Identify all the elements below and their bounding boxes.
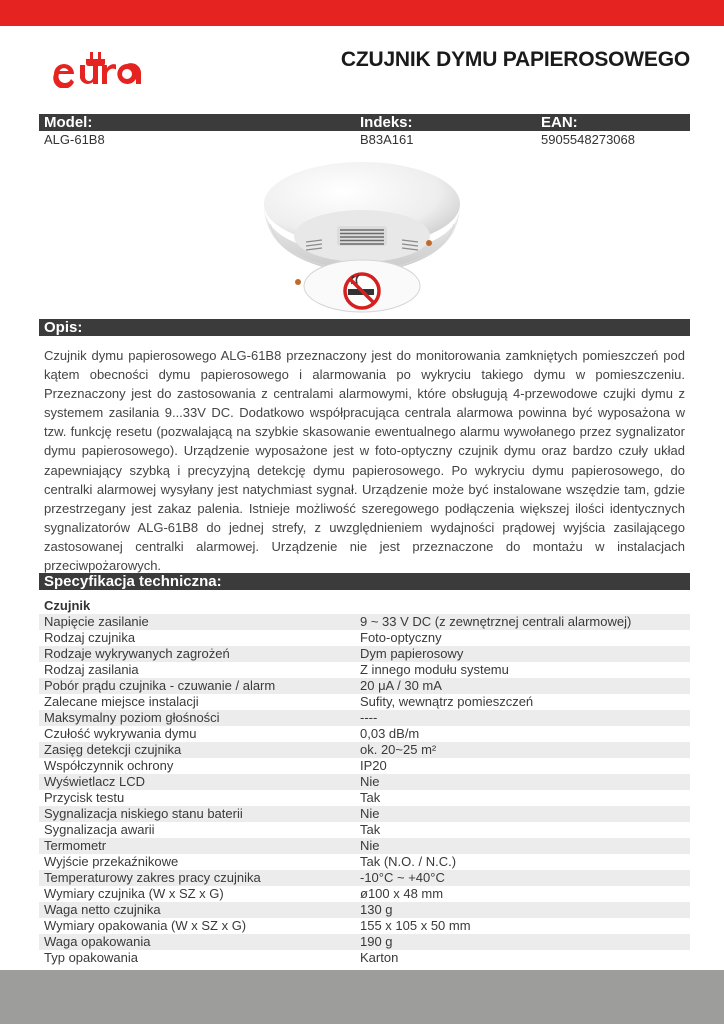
description-text: Czujnik dymu papierosowego ALG-61B8 przeznaczony jest do monitorowania zamkniętych pomieszczeń pod kątem obecności dymu papierosowego i alarmowania po wykryciu takiego dymu w pomieszczeniu. Przeznaczony jest do zastosowania z centralami alarmowymi, które obsługują 4-przewodowe czujki dymu z systemem zasilania 9...33V DC. Dodatkowo współpracująca centrala alarmowa powinna być wyposażona w tzw. funkcję resetu (pozwalającą na szybkie skasowanie ewentualnego alarmu wywołanego przez sygnalizator dymu papierosowego). Urządzenie wyposażone jest w foto-optyczny czujnik dymu oraz bardzo czuły układ zapewniający szybką i precyzyjną detekcję dymu papierosowego. Po wykryciu dymu papierosowego, do centralki alarmowej wysyłany jest natychmiast sygnał. Urządzenie może być instalowane wszędzie tam, gdzie przestrzegany jest zakaz palenia. Istnieje możliwość szeregowego podłączenia większej ilości identycznych sygnalizatorów ALG-61B8 do jednej strefy, z uwzględnieniem wydajności prądowej wyjścia zasilającego zastosowanej centralki alarmowej. Urządzenie nie jest przeznaczone do montażu w instalacjach przeciwpożarowych. <box>44 348 685 574</box>
spec-value: 190 g <box>360 934 393 949</box>
spec-label: Wyjście przekaźnikowe <box>44 854 179 869</box>
spec-value: ok. 20~25 m² <box>360 742 437 757</box>
spec-value: Tak (N.O. / N.C.) <box>360 854 457 869</box>
spec-value: Nie <box>360 838 380 853</box>
index-label: Indeks: <box>360 114 413 131</box>
spec-value: Foto-optyczny <box>360 630 442 645</box>
spec-row <box>39 902 690 918</box>
spec-label: Pobór prądu czujnika - czuwanie / alarm <box>44 678 276 693</box>
document-title: CZUJNIK DYMU PAPIEROSOWEGO <box>340 48 690 71</box>
spec-label: Wymiary czujnika (W x SZ x G) <box>44 886 224 901</box>
index-value: B83A161 <box>360 132 414 147</box>
spec-label: Zalecane miejsce instalacji <box>44 694 199 709</box>
bottom-footer-bar <box>0 970 724 1024</box>
spec-row <box>39 870 690 886</box>
spec-value: Sufity, wewnątrz pomieszczeń <box>360 694 534 709</box>
spec-label: Sygnalizacja niskiego stanu baterii <box>44 806 243 821</box>
spec-row <box>39 646 690 662</box>
spec-value: Tak <box>360 790 381 805</box>
model-label: Model: <box>44 114 93 131</box>
spec-value: Tak <box>360 822 381 837</box>
spec-row <box>39 678 690 694</box>
spec-label: Sygnalizacja awarii <box>44 822 155 837</box>
spec-row <box>39 950 690 966</box>
spec-row <box>39 934 690 950</box>
eura-logo <box>50 48 150 88</box>
spec-label: Typ opakowania <box>44 950 138 965</box>
spec-row <box>39 774 690 790</box>
spec-value: Dym papierosowy <box>360 646 464 661</box>
model-values-row <box>39 132 690 148</box>
smoke-detector-no-smoking-icon <box>262 154 462 314</box>
spec-row <box>39 790 690 806</box>
spec-value: ---- <box>360 710 378 725</box>
spec-value: Nie <box>360 806 380 821</box>
spec-value: Z innego modułu systemu <box>360 662 509 677</box>
model-header-bar <box>39 114 690 131</box>
spec-label: Temperaturowy zakres pracy czujnika <box>44 870 261 885</box>
spec-row <box>39 758 690 774</box>
description-header: Opis: <box>44 319 83 336</box>
spec-value: Nie <box>360 774 380 789</box>
model-value: ALG-61B8 <box>44 132 105 147</box>
spec-row <box>39 726 690 742</box>
spec-value: 155 x 105 x 50 mm <box>360 918 471 933</box>
spec-table <box>39 614 690 966</box>
ean-label: EAN: <box>541 114 578 131</box>
spec-label: Napięcie zasilanie <box>44 614 149 629</box>
spec-row <box>39 662 690 678</box>
spec-label: Waga opakowania <box>44 934 151 949</box>
spec-label: Zasięg detekcji czujnika <box>44 742 182 757</box>
spec-row <box>39 822 690 838</box>
spec-row <box>39 742 690 758</box>
spec-row <box>39 838 690 854</box>
spec-row <box>39 630 690 646</box>
spec-label: Termometr <box>44 838 107 853</box>
spec-value: 0,03 dB/m <box>360 726 420 741</box>
ean-value: 5905548273068 <box>541 132 635 147</box>
spec-value: 130 g <box>360 902 393 917</box>
spec-label: Rodzaj zasilania <box>44 662 139 677</box>
spec-value: 20 μA / 30 mA <box>360 678 442 693</box>
specs-header: Specyfikacja techniczna: <box>44 573 222 590</box>
spec-row <box>39 694 690 710</box>
spec-label: Maksymalny poziom głośności <box>44 710 220 725</box>
spec-row <box>39 806 690 822</box>
spec-label: Rodzaje wykrywanych zagrożeń <box>44 646 230 661</box>
spec-label: Waga netto czujnika <box>44 902 161 917</box>
spec-row <box>39 614 690 630</box>
spec-row <box>39 886 690 902</box>
specs-header-bar <box>39 573 690 590</box>
spec-label: Współczynnik ochrony <box>44 758 174 773</box>
spec-value: IP20 <box>360 758 387 773</box>
spec-value: -10°C ~ +40°C <box>360 870 445 885</box>
spec-label: Czułość wykrywania dymu <box>44 726 197 741</box>
spec-row <box>39 854 690 870</box>
description-header-bar <box>39 319 690 336</box>
spec-value: Karton <box>360 950 399 965</box>
spec-value: ø100 x 48 mm <box>360 886 444 901</box>
specs-section-title: Czujnik <box>44 598 91 613</box>
spec-label: Wyświetlacz LCD <box>44 774 146 789</box>
spec-label: Rodzaj czujnika <box>44 630 136 645</box>
spec-row <box>39 918 690 934</box>
spec-label: Wymiary opakowania (W x SZ x G) <box>44 918 247 933</box>
spec-value: 9 ~ 33 V DC (z zewnętrznej centrali alarmowej) <box>360 614 632 629</box>
spec-row <box>39 710 690 726</box>
spec-label: Przycisk testu <box>44 790 125 805</box>
top-accent-bar <box>0 0 724 26</box>
